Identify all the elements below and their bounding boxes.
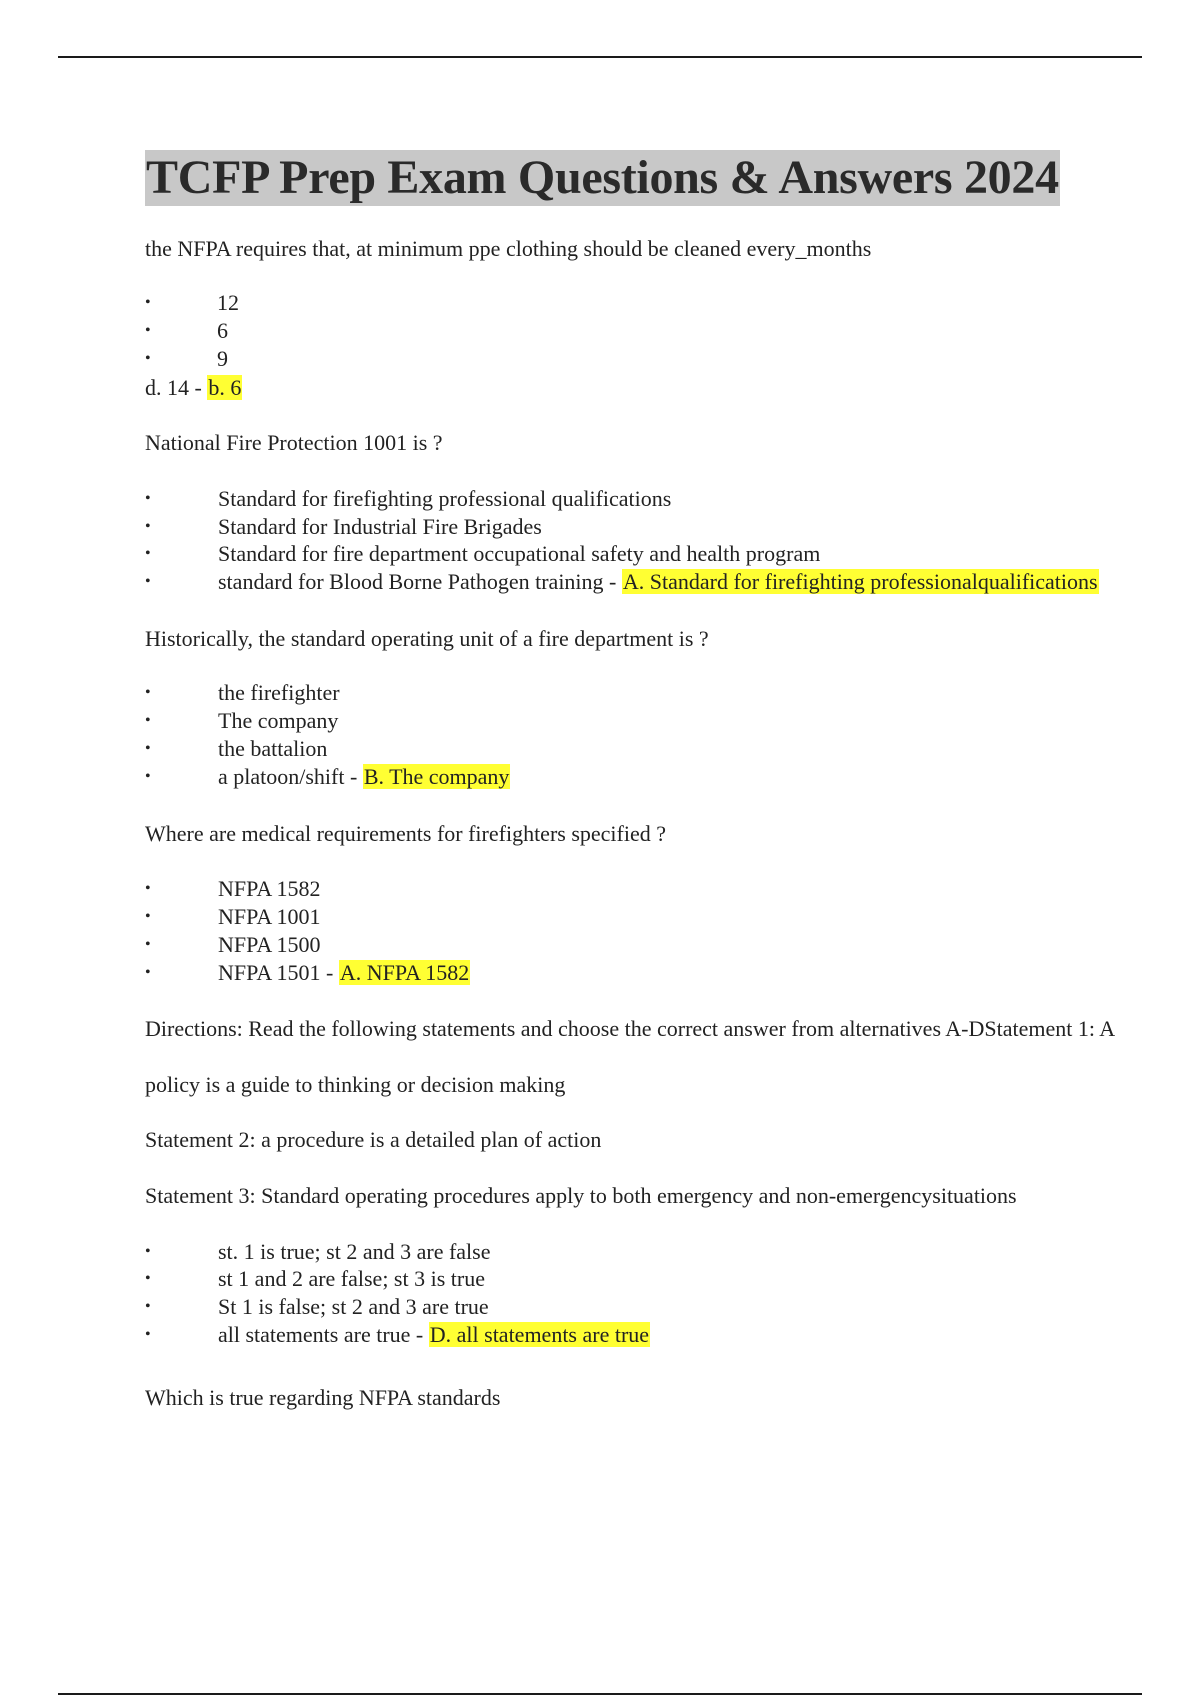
bullet: •	[145, 964, 151, 981]
question-1	[145, 236, 871, 262]
question-2-option-text: Standard for fire department occupational safety and health program	[218, 541, 821, 566]
bullet: •	[145, 1243, 151, 1260]
question-5-statement-2-text: Statement 2: a procedure is a detailed plan of action	[145, 1127, 602, 1152]
question-3-last-option-text: a platoon/shift -	[218, 764, 363, 789]
question-5-last-option	[218, 1322, 650, 1348]
header-rule	[58, 56, 1142, 58]
bullet: •	[145, 518, 151, 535]
bullet: •	[145, 936, 151, 953]
bullet: •	[145, 712, 151, 729]
question-5-statement-3-text: Statement 3: Standard operating procedures apply to both emergency and non-emergencysituations	[145, 1183, 1017, 1208]
question-4-answer: A. NFPA 1582	[339, 960, 470, 985]
bullet: •	[145, 294, 151, 311]
question-3-option-text: the firefighter	[218, 680, 340, 705]
question-4-option-text: NFPA 1582	[218, 876, 321, 901]
question-2-last-option	[218, 569, 1099, 595]
bullet: •	[145, 322, 151, 339]
question-5-statement-2	[145, 1127, 601, 1153]
bullet: •	[145, 1298, 151, 1315]
question-5-line-2	[145, 1072, 565, 1098]
question-2-last-option-text: standard for Blood Borne Pathogen training -	[218, 569, 622, 594]
question-6	[145, 1385, 500, 1411]
question-2	[145, 430, 443, 456]
question-4-last-option	[218, 960, 470, 986]
question-6-text: Which is true regarding NFPA standards	[145, 1385, 501, 1410]
question-3-option-text: the battalion	[218, 736, 328, 761]
question-4-text: Where are medical requirements for firefighters specified ?	[145, 821, 667, 846]
question-1-option-text: 9	[217, 346, 228, 371]
question-5-statement-3	[145, 1183, 1017, 1209]
question-2-text: National Fire Protection 1001 is ?	[145, 430, 443, 455]
question-3-answer: B. The company	[363, 764, 510, 789]
bullet: •	[145, 350, 151, 367]
question-2-option-text: Standard for firefighting professional qualifications	[218, 486, 672, 511]
document-title: TCFP Prep Exam Questions & Answers 2024	[146, 151, 1059, 204]
bullet: •	[145, 545, 151, 562]
bullet: •	[145, 490, 151, 507]
question-1-last-option	[145, 375, 242, 401]
question-4-option-text: NFPA 1001	[218, 904, 321, 929]
question-5-last-option-text: all statements are true -	[218, 1322, 429, 1347]
question-1-answer: b. 6	[208, 375, 242, 400]
bullet: •	[145, 1270, 151, 1287]
question-5-answer: D. all statements are true	[429, 1322, 650, 1347]
question-5-option-text: St 1 is false; st 2 and 3 are true	[218, 1294, 489, 1319]
question-3	[145, 626, 709, 652]
bullet: •	[145, 908, 151, 925]
question-4-last-option-text: NFPA 1501 -	[218, 960, 339, 985]
question-1-option-text: 6	[217, 318, 228, 343]
bullet: •	[145, 573, 151, 590]
question-3-option-text: The company	[218, 708, 339, 733]
question-5-directions	[145, 1016, 1115, 1042]
question-1-text-before: the NFPA requires that, at minimum ppe clothing should be cleaned every	[145, 236, 796, 261]
question-3-text: Historically, the standard operating unit of a fire department is ?	[145, 626, 709, 651]
question-5-option-text: st. 1 is true; st 2 and 3 are false	[218, 1239, 491, 1264]
question-1-last-option-text: d. 14 -	[145, 375, 208, 400]
question-5-line-2-text: policy is a guide to thinking or decision making	[145, 1072, 566, 1097]
question-4	[145, 821, 666, 847]
question-2-answer: A. Standard for firefighting professionalqualifications	[622, 569, 1098, 594]
question-2-option-text: Standard for Industrial Fire Brigades	[218, 514, 542, 539]
question-4-option-text: NFPA 1500	[218, 932, 321, 957]
question-1-blank: _	[795, 236, 807, 261]
footer-rule	[58, 1693, 1142, 1695]
question-3-last-option	[218, 764, 510, 790]
question-5-directions-text: Directions: Read the following statements and choose the correct answer from alternatives A-DStatement 1: A	[145, 1016, 1116, 1041]
bullet: •	[145, 684, 151, 701]
question-1-option-text: 12	[217, 290, 239, 315]
bullet: •	[145, 768, 151, 785]
question-5-option-text: st 1 and 2 are false; st 3 is true	[218, 1266, 485, 1291]
bullet: •	[145, 880, 151, 897]
bullet: •	[145, 740, 151, 757]
bullet: •	[145, 1326, 151, 1343]
question-1-text-after: months	[806, 236, 872, 261]
